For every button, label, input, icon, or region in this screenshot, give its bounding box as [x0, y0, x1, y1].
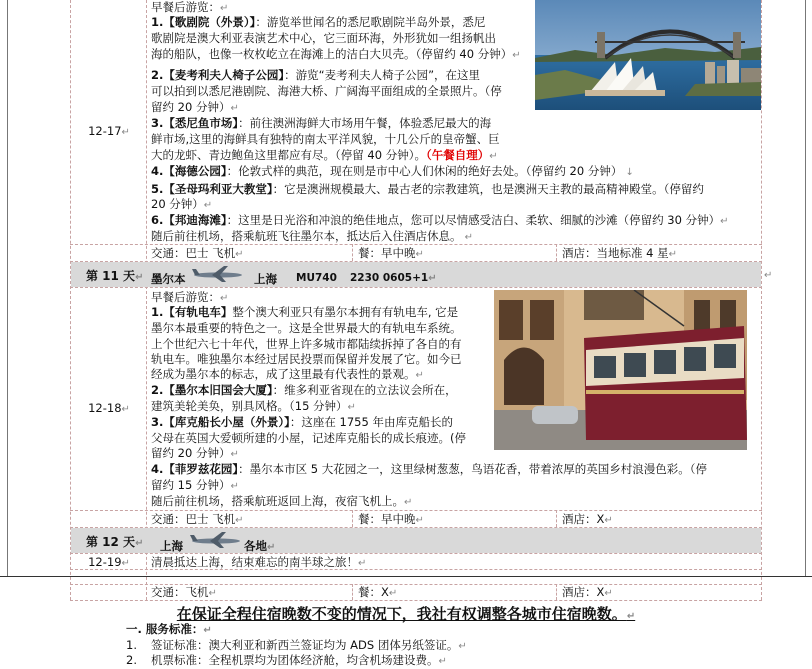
day10-item5: 5.【圣母玛利亚大教堂】：它是澳洲规模最大、最古老的宗教建筑，也是澳洲天主教的最高精神殿堂。（停留约 [151, 182, 704, 196]
sydney-opera-house-photo [535, 0, 761, 110]
day11-item2: 2.【墨尔本旧国会大厦】：维多利亚省现在的立法议会所在， [151, 383, 457, 397]
day11-hotel: 酒店：X↵ [562, 512, 613, 526]
service-heading: 一. 服务标准：↵ [126, 622, 212, 636]
day11-closing: 随后前往机场，搭乘航班返回上海，夜宿飞机上。↵ [151, 494, 413, 508]
service-item-1: 签证标准：澳大利亚和新西兰签证均为 ADS 团体另纸签证。↵ [151, 638, 467, 652]
day11-traffic: 交通：巴士 飞机↵ [151, 512, 244, 526]
airplane-icon [190, 530, 242, 553]
day10-item2-line2: 可以拍到以悉尼港剧院、海港大桥、广阔海平面组成的全景照片。（停 [151, 84, 502, 98]
date-12-19: 12-19↵ [88, 555, 130, 569]
date-12-17: 12-17↵ [88, 124, 130, 138]
day12-text: 清晨抵达上海，结束难忘的南半球之旅！↵ [151, 555, 367, 569]
day11-breakfast: 早餐后游览：↵ [151, 290, 229, 304]
day10-item1: 1.【歌剧院（外景）】：游览举世闻名的悉尼歌剧院半岛外景，悉尼 [151, 15, 486, 29]
day11-item3-line2: 父母在英国大爱顿所建的小屋，记述库克船长的成长痕迹。(停 [151, 431, 466, 445]
day11-item1-line2: 墨尔本最重要的特色之一。这是全世界最大的有轨电车系统。 [151, 321, 462, 335]
melbourne-tram-photo [494, 290, 747, 450]
day11-item1-line5: 经成为墨尔本的标志，成了这里最有代表性的景观。↵ [151, 367, 424, 381]
day10-item1-line2: 歌剧院是澳大利亚表演艺术中心，它三面环海，外形犹如一组扬帆出 [151, 31, 496, 45]
day12-hotel: 酒店：X↵ [562, 585, 613, 599]
paragraph-mark-icon: ↵ [764, 270, 773, 281]
day11-item1: 1.【有轨电车】整个澳大利亚只有墨尔本拥有有轨电车, 它是 [151, 305, 459, 319]
page-break [0, 576, 812, 577]
day12-label: 第 12 天↵ [86, 535, 144, 549]
service-item-2: 机票标准：全程机票均为团体经济舱，均含机场建设费。↵ [151, 653, 447, 667]
day11-item2-line2: 建筑美轮美奂，别具风格。（15 分钟）↵ [151, 399, 356, 413]
day10-traffic: 交通：巴士 飞机↵ [151, 246, 244, 260]
day10-item1-line3: 海的船队，也像一枚枚屹立在海滩上的洁白大贝壳。（停留约 40 分钟）↵ [151, 47, 521, 61]
date-12-18: 12-18↵ [88, 401, 130, 415]
day10-hotel: 酒店：当地标准 4 星↵ [562, 246, 678, 260]
accommodation-notice: 在保证全程住宿晚数不变的情况下，我社有权调整各城市住宿晚数。↵ [176, 605, 636, 623]
day12-from: 上海 [160, 539, 183, 553]
day11-item1-line3: 上个世纪六七十年代，世界上许多城市都陆续拆掉了各自的有 [151, 337, 462, 351]
day10-item3-line2: 鲜市场,这里的海鲜具有独特的南太平洋风貌，十几公斤的皇帝蟹、巨 [151, 132, 500, 146]
day11-item1-line4: 轨电车。唯独墨尔本经过居民投票而保留并发展了它。如今已 [151, 352, 462, 366]
day10-item4: 4.【海德公园】：伦敦式样的典范，现在则是市中心人们休闲的绝好去处。（停留约 20 分钟） ↓ [151, 164, 634, 178]
day11-item4-line2: 留约 15 分钟）↵ [151, 478, 239, 492]
day10-item3: 3.【悉尼鱼市场】：前往澳洲海鲜大市场用午餐，体验悉尼最大的海 [151, 116, 492, 130]
service-item-2-num: 2. [126, 653, 137, 667]
day12-to: 各地↵ [244, 539, 276, 553]
day10-breakfast: 早餐后游览：↵ [151, 0, 229, 14]
day10-item3-line3: 大的龙虾、青边鲍鱼这里都应有尽。（停留 40 分钟）。（午餐自理）↵ [151, 148, 498, 162]
flight-number: MU740 [296, 272, 337, 284]
airplane-icon [192, 264, 244, 287]
day11-item3: 3.【库克船长小屋（外景）】：这座在 1755 年由库克船长的 [151, 415, 453, 429]
day10-meals: 餐：早中晚↵ [358, 246, 424, 260]
day10-item6: 6.【邦迪海滩】：这里是日光浴和冲浪的绝佳地点，您可以尽情感受洁白、柔软、细腻的沙滩（停留约 30 分钟）↵ [151, 213, 729, 227]
lunch-self-paid: （午餐自理） [425, 148, 490, 162]
day11-to: 上海 [254, 272, 277, 286]
day10-item5-line2: 20 分钟）↵ [151, 197, 213, 211]
day11-item4: 4.【菲罗兹花园】：墨尔本市区 5 大花园之一，这里绿树葱葱，鸟语花香，带着浓厚的英国乡村浪漫色彩。（停 [151, 462, 707, 476]
day10-item2: 2.【麦考利夫人椅子公园】：游览“麦考利夫人椅子公园”，在这里 [151, 68, 481, 82]
day10-item2-line3: 留约 20 分钟）↵ [151, 100, 239, 114]
service-item-1-num: 1. [126, 638, 137, 652]
day12-meals: 餐：X↵ [358, 585, 398, 599]
day10-closing: 随后前往机场，搭乘航班飞往墨尔本，抵达后入住酒店休息。 ↵ [151, 229, 474, 243]
day11-meals: 餐：早中晚↵ [358, 512, 424, 526]
day11-label: 第 11 天↵ [86, 269, 144, 283]
day11-from: 墨尔本 [151, 272, 186, 286]
day12-traffic: 交通：飞机↵ [151, 585, 217, 599]
flight-time: 2230 0605+1↵ [350, 272, 437, 284]
day11-item3-line3: 留约 20 分钟）↵ [151, 446, 239, 460]
